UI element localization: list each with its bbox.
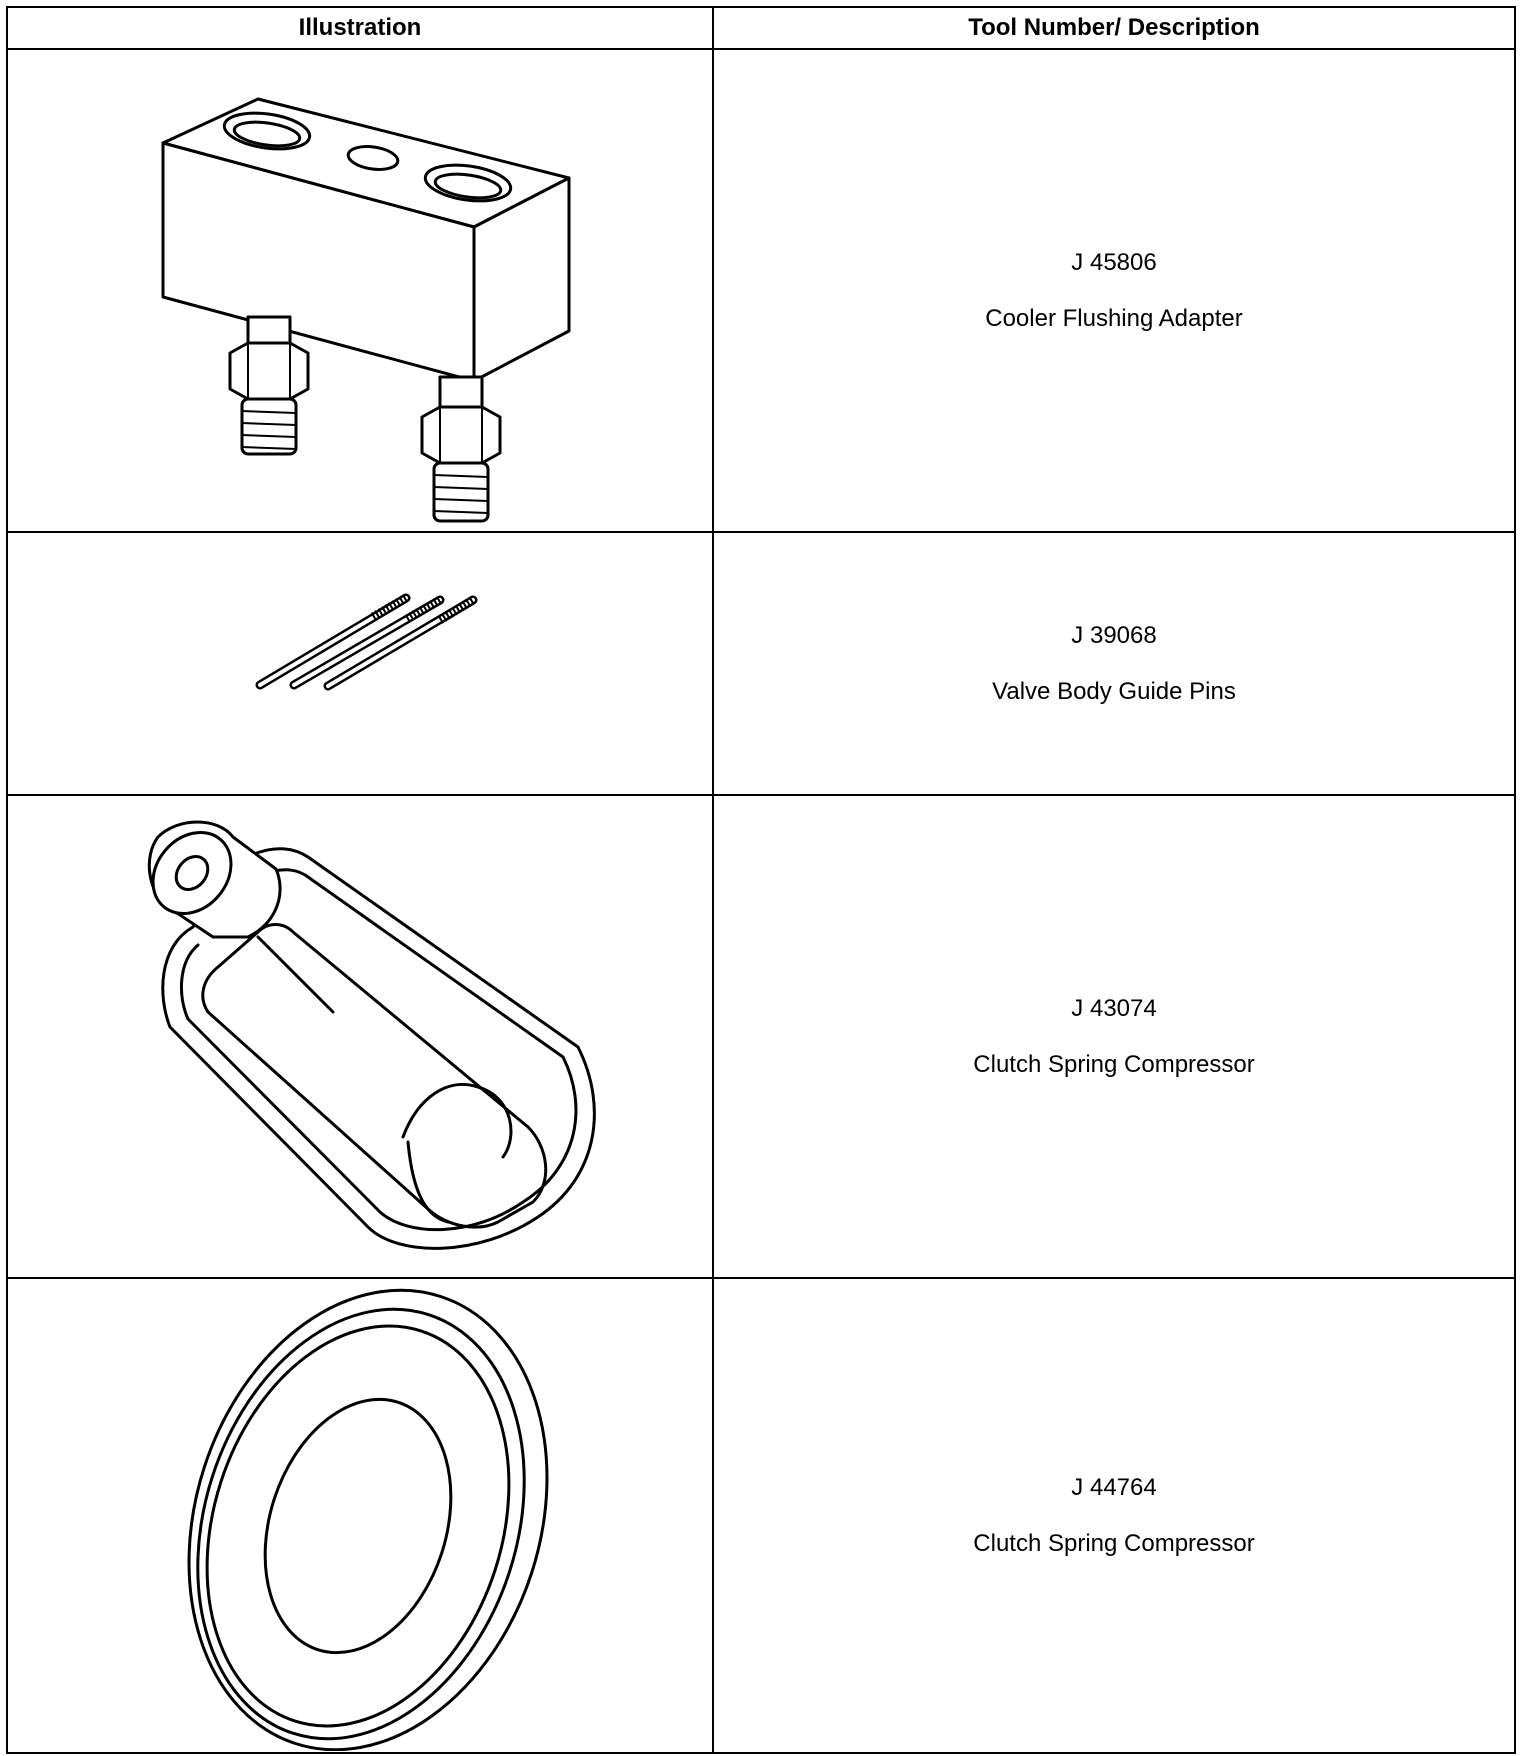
illustration-cell — [7, 1278, 713, 1753]
table-header-row — [7, 7, 1515, 49]
illustration-cell — [7, 532, 713, 795]
tool-description: Clutch Spring Compressor — [973, 1050, 1255, 1078]
header-tool-number-description: Tool Number/ Description — [713, 7, 1515, 49]
tool-number: J 45806 — [1071, 248, 1157, 276]
clutch-spring-compressor-illustration — [8, 797, 714, 1276]
illustration-cell — [7, 49, 713, 532]
description-cell — [713, 49, 1515, 532]
table-row — [7, 1278, 1515, 1753]
tool-number: J 44764 — [1071, 1473, 1157, 1501]
tool-table — [6, 6, 1516, 1754]
tool-description: Cooler Flushing Adapter — [985, 304, 1243, 332]
description-cell — [713, 1278, 1515, 1753]
tool-description: Clutch Spring Compressor — [973, 1529, 1255, 1557]
illustration-cell — [7, 795, 713, 1278]
header-illustration: Illustration — [7, 7, 713, 49]
table-row — [7, 795, 1515, 1278]
valve-body-guide-pins-illustration — [8, 534, 714, 793]
tool-number: J 43074 — [1071, 994, 1157, 1022]
tool-description: Valve Body Guide Pins — [992, 677, 1236, 705]
table-row — [7, 532, 1515, 795]
description-cell — [713, 532, 1515, 795]
tool-number: J 39068 — [1071, 621, 1157, 649]
table-row — [7, 49, 1515, 532]
description-cell — [713, 795, 1515, 1278]
cooler-flushing-adapter-illustration — [8, 51, 714, 530]
clutch-spring-compressor-plate-illustration — [8, 1280, 714, 1751]
